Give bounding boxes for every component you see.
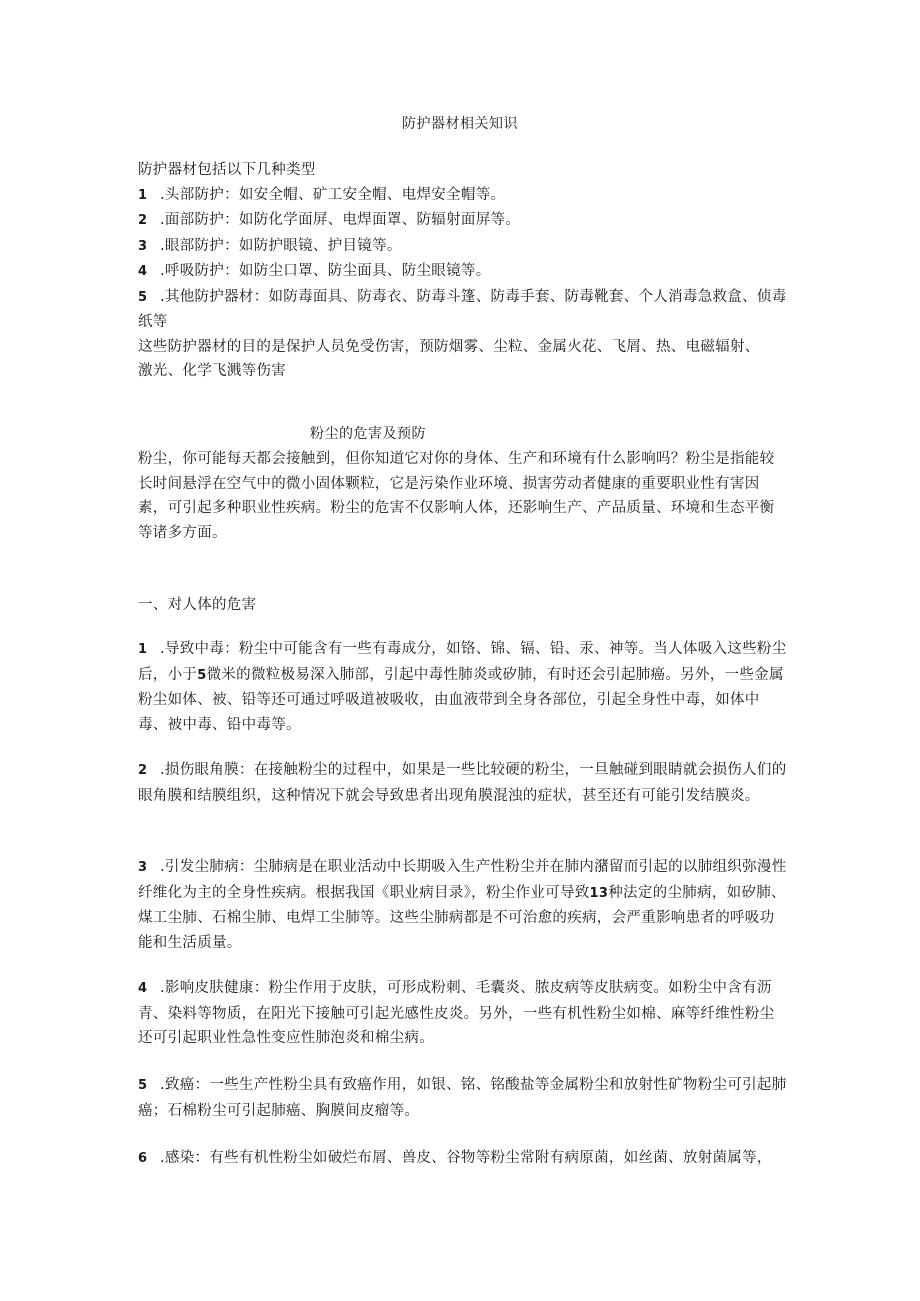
item-text-b: 微米的微粒极易深入肺部，引起中毒性肺炎或矽肺，有时还会引起肺癌。另外，一些金属粉尘如体、被、铅等还可通过呼吸道被吸收，由血液带到全身各部位，引起全身性中毒，如体中毒、被中毒、铅中毒等。 <box>138 666 784 733</box>
item-number: 1 <box>138 187 148 203</box>
item-number: 5 <box>138 289 148 305</box>
harm-item-1 <box>138 637 788 737</box>
equipment-item <box>138 259 788 285</box>
harm-item-paragraph <box>138 637 788 737</box>
item-text: .面部防护：如防化学面屏、电焊面罩、防辐射面屏等。 <box>160 212 521 228</box>
item-number: 3 <box>138 238 148 254</box>
harm-item-4 <box>138 976 788 1051</box>
highlight-number: 5 <box>197 667 207 683</box>
human-harm-section-title: 一、对人体的危害 <box>138 597 257 613</box>
harm-item-paragraph <box>138 758 788 808</box>
item-number: 2 <box>138 763 148 778</box>
item-text-b: 种法定的尘肺病，如矽肺、煤工尘肺、石棉尘肺、电焊工尘肺等。这些尘肺病都是不可治愈的疾病，会严重影响患者的呼吸功能和生活质量。 <box>138 884 786 951</box>
item-text-a: .致癌：一些生产性粉尘具有致癌作用，如银、铭、铭酸盐等金属粉尘和放射性矿物粉尘可引起肺癌；石棉粉尘可引起肺癌、胸膜间皮瘤等。 <box>138 1077 787 1119</box>
equipment-item <box>138 183 788 209</box>
item-number: 5 <box>138 1078 148 1093</box>
document-title: 防护器材相关知识 <box>402 116 518 132</box>
item-number: 4 <box>138 981 148 996</box>
dust-intro-paragraph: 粉尘，你可能每天都会接触到，但你知道它对你的身体、生产和环境有什么影响吗？粉尘是指能较长时间悬浮在空气中的微小固体颗粒，它是污染作业环境、损害劳动者健康的重要职业性有害因素，可引起多种职业性疾病。粉尘的危害不仅影响人体，还影响生产、产品质量、环境和生态平衡等诸多方面。 <box>138 451 775 541</box>
item-text-a: .损伤眼角膜：在接触粉尘的过程中，如果是一些比较硬的粉尘，一旦触碰到眼睛就会损伤人们的眼角膜和结膜组织，这种情况下就会导致患者出现角膜混浊的症状，甚至还有可能引发结膜炎。 <box>138 762 787 804</box>
equipment-item <box>138 208 788 234</box>
equipment-item <box>138 285 788 335</box>
equipment-item <box>138 234 788 260</box>
item-text: .呼吸防护：如防尘口罩、防尘面具、防尘眼镜等。 <box>160 263 491 279</box>
item-number: 3 <box>138 860 148 875</box>
item-text: .头部防护：如安全帽、矿工安全帽、电焊安全帽等。 <box>160 186 506 203</box>
harm-item-5 <box>138 1073 788 1123</box>
harm-item-paragraph <box>138 855 788 955</box>
equipment-summary: 这些防护器材的目的是保护人员免受伤害，预防烟雾、尘粒、金属火花、飞屑、热、电磁辐射、激光、化学飞溅等伤害 <box>138 338 760 379</box>
equipment-types-heading: 防护器材包括以下几种类型 <box>138 162 316 178</box>
harm-item-6 <box>138 1146 788 1172</box>
item-text: .其他防护器材：如防毒面具、防毒衣、防毒斗篷、防毒手套、防毒靴套、个人消毒急救盒、侦毒纸等 <box>138 288 787 330</box>
equipment-types-section <box>138 158 788 384</box>
item-text-a: .导致中毒：粉尘中可能含有一些有毒成分，如铬、锦、镉、铅、汞、神等。当人体吸入这些粉尘后，小于 <box>138 641 787 683</box>
harm-item-3 <box>138 855 788 955</box>
dust-intro <box>138 447 788 545</box>
item-number: 2 <box>138 213 148 228</box>
harm-item-paragraph <box>138 1146 788 1172</box>
item-number: 1 <box>138 642 148 657</box>
item-text-a: .引发尘肺病：尘肺病是在职业活动中长期吸入生产性粉尘并在肺内潴留而引起的以肺组织弥漫性纤维化为主的全身性疾病。根据我国《职业病目录》，粉尘作业可导致 <box>138 859 787 901</box>
item-text: .眼部防护：如防护眼镜、护目镜等。 <box>160 237 402 254</box>
human-harm-section-title-wrap <box>138 593 788 618</box>
item-number: 6 <box>138 1151 148 1166</box>
highlight-number: 13 <box>589 885 609 901</box>
item-text-a: .感染：有些有机性粉尘如破烂布屑、兽皮、谷物等粉尘常附有病原菌，如丝菌、放射菌属等， <box>160 1150 772 1166</box>
harm-item-paragraph <box>138 1073 788 1123</box>
dust-section-title: 粉尘的危害及预防 <box>310 426 426 442</box>
item-number: 4 <box>138 264 148 279</box>
harm-item-paragraph <box>138 976 788 1051</box>
harm-item-2 <box>138 758 788 808</box>
item-text-a: .影响皮肤健康：粉尘作用于皮肤，可形成粉刺、毛囊炎、脓皮病等皮肤病变。如粉尘中含有沥青、染料等物质，在阳光下接触可引起光感性皮炎。另外，一些有机性粉尘如棉、麻等纤维性粉尘还可引起职业性急性变应性肺泡炎和棉尘病。 <box>138 980 775 1046</box>
